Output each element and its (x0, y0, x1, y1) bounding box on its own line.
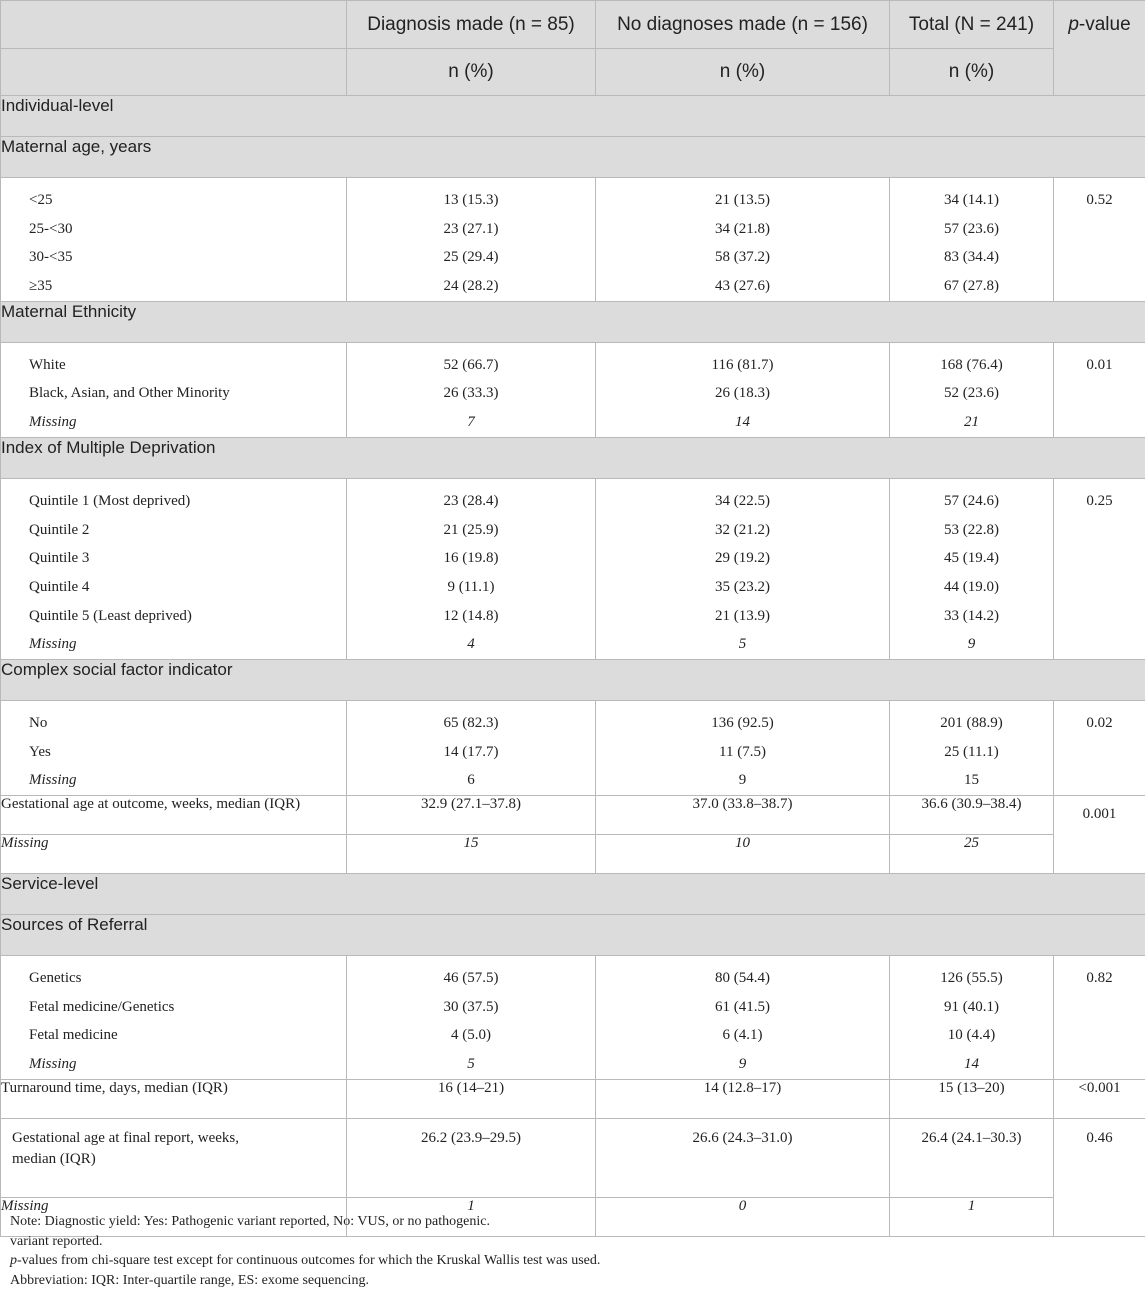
row-label-line: Gestational age at final report, weeks, (12, 1129, 239, 1146)
cell-value: 4 (467, 636, 475, 653)
row-label: 25-<30 (29, 220, 73, 237)
cell-value: 37.0 (33.8–38.7) (596, 796, 890, 835)
section-row (1, 659, 1145, 700)
cell-value: 5 (467, 1056, 475, 1073)
cell-value: 0 (596, 1197, 890, 1236)
cell-value: 53 (22.8) (944, 521, 999, 538)
cell-value: 45 (19.4) (944, 550, 999, 567)
subheader-total: n (%) (890, 49, 1054, 96)
social-p-value (1054, 700, 1145, 795)
cell-value: 57 (24.6) (944, 492, 999, 509)
ethnicity-no-diagnosis (596, 342, 890, 437)
cell-value: 43 (27.6) (715, 278, 770, 295)
social-block (1, 700, 1145, 795)
referral-labels (1, 956, 347, 1080)
imd-block (1, 478, 1145, 659)
cell-value: 9 (11.1) (447, 578, 495, 595)
table-notes (10, 1212, 600, 1290)
section-service-level: Service-level (1, 874, 1145, 915)
cell-value: 61 (41.5) (715, 998, 770, 1015)
row-label: Fetal medicine (29, 1027, 118, 1044)
cell-value: 34 (22.5) (715, 492, 770, 509)
row-label: Yes (29, 743, 51, 760)
gest-outcome-row (1, 796, 1145, 835)
cell-value: 26 (33.3) (443, 385, 499, 402)
ethnicity-diagnosis (347, 342, 596, 437)
section-index-of-multiple-deprivation: Index of Multiple Deprivation (1, 437, 1145, 478)
section-complex-social-factor: Complex social factor indicator (1, 659, 1145, 700)
imd-diagnosis (347, 478, 596, 659)
cell-value: 15 (13–20) (890, 1079, 1054, 1118)
gest-outcome-missing-row (1, 835, 1145, 874)
gest-outcome-p-value: 0.001 (1054, 796, 1145, 874)
cell-value: 35 (23.2) (715, 578, 770, 595)
section-row (1, 301, 1145, 342)
row-label: No (29, 714, 48, 731)
row-label-missing: Missing (1, 835, 347, 874)
note-line: variant reported. (10, 1233, 103, 1249)
cell-value: 30 (37.5) (443, 998, 499, 1015)
imd-labels (1, 478, 347, 659)
cell-value: 26 (18.3) (715, 385, 770, 402)
p-value: 0.01 (1086, 356, 1113, 373)
cell-value: 4 (5.0) (451, 1027, 491, 1044)
maternal-age-no-diagnosis (596, 178, 890, 302)
header-row (1, 1, 1145, 49)
gest-report-p-value: 0.46 (1054, 1118, 1145, 1236)
imd-no-diagnosis (596, 478, 890, 659)
section-sources-of-referral: Sources of Referral (1, 915, 1145, 956)
referral-total (890, 956, 1054, 1080)
cell-value: 34 (14.1) (944, 192, 999, 208)
cell-value: 13 (15.3) (443, 192, 499, 208)
row-label: Quintile 3 (29, 550, 90, 567)
cell-value: 6 (467, 772, 475, 789)
section-row (1, 437, 1145, 478)
col-header-diagnosis: Diagnosis made (n = 85) (347, 1, 596, 49)
row-label (1, 1118, 347, 1197)
row-label: Quintile 5 (Least deprived) (29, 607, 192, 624)
cell-value: 15 (964, 772, 979, 789)
maternal-age-total (890, 178, 1054, 302)
ethnicity-total (890, 342, 1054, 437)
cell-value: 34 (21.8) (715, 220, 770, 237)
note-line: p-values from chi-square test except for continuous outcomes for which the Kruskal Wallis test was used. (10, 1253, 601, 1268)
cell-value: 25 (29.4) (443, 249, 499, 266)
cell-value: 25 (11.1) (944, 743, 999, 760)
cell-value: 83 (34.4) (944, 249, 999, 266)
cell-value: 6 (4.1) (722, 1027, 763, 1044)
row-label-missing: Missing (29, 414, 77, 431)
row-label: Gestational age at outcome, weeks, median (IQR) (1, 796, 347, 835)
cell-value: 46 (57.5) (443, 970, 499, 986)
row-label-missing: Missing (29, 772, 77, 789)
section-row (1, 96, 1145, 137)
subheader-blank-cell (1, 49, 347, 96)
cell-value: 7 (467, 414, 475, 431)
cell-value: 26.4 (24.1–30.3) (890, 1118, 1054, 1197)
ethnicity-labels (1, 342, 347, 437)
turnaround-row (1, 1079, 1145, 1118)
row-label: Black, Asian, and Other Minority (29, 385, 230, 402)
cell-value: 25 (890, 835, 1054, 874)
imd-total (890, 478, 1054, 659)
p-value: 0.25 (1086, 492, 1113, 509)
p-value: 0.02 (1086, 714, 1113, 731)
row-label: White (29, 356, 66, 373)
row-label: ≥35 (29, 278, 53, 295)
cell-value: 26.2 (23.9–29.5) (347, 1118, 596, 1197)
social-total (890, 700, 1054, 795)
maternal-age-diagnosis (347, 178, 596, 302)
row-label-missing: Missing (29, 636, 77, 653)
cell-value: 80 (54.4) (715, 970, 770, 986)
row-label: Genetics (29, 970, 82, 986)
cell-value: 15 (347, 835, 596, 874)
cell-value: 9 (967, 636, 976, 653)
cell-value: 10 (4.4) (947, 1027, 996, 1044)
cell-value: 21 (964, 414, 979, 431)
header-blank-cell (1, 1, 347, 49)
imd-p-value (1054, 478, 1145, 659)
row-label: Quintile 2 (29, 521, 90, 538)
p-value: 0.52 (1086, 192, 1113, 208)
row-label: 30-<35 (29, 249, 73, 266)
cell-value: 21 (13.5) (715, 192, 770, 208)
cell-value: 1 (347, 1197, 596, 1236)
subheader-row (1, 49, 1145, 96)
section-row (1, 137, 1145, 178)
cell-value: 58 (37.2) (715, 249, 770, 266)
cell-value: 126 (55.5) (940, 970, 1003, 986)
row-label: Turnaround time, days, median (IQR) (1, 1079, 347, 1118)
social-no-diagnosis (596, 700, 890, 795)
cell-value: 14 (17.7) (443, 743, 499, 760)
cell-value: 16 (14–21) (347, 1079, 596, 1118)
maternal-age-labels (1, 178, 347, 302)
section-individual-level: Individual-level (1, 96, 1145, 137)
cell-value: 10 (596, 835, 890, 874)
cell-value: 14 (735, 414, 750, 431)
subheader-no-diagnosis: n (%) (596, 49, 890, 96)
cell-value: 52 (23.6) (944, 385, 999, 402)
turnaround-p-value: <0.001 (1054, 1079, 1145, 1118)
row-label-line: median (IQR) (12, 1150, 96, 1167)
cell-value: 24 (28.2) (443, 278, 499, 295)
maternal-age-block (1, 178, 1145, 302)
row-label-missing: Missing (1, 1197, 347, 1236)
cell-value: 67 (27.8) (944, 278, 999, 295)
cell-value: 32.9 (27.1–37.8) (347, 796, 596, 835)
cell-value: 9 (738, 772, 747, 789)
cell-value: 201 (88.9) (940, 714, 1003, 731)
cell-value: 26.6 (24.3–31.0) (596, 1118, 890, 1197)
cell-value: 21 (13.9) (715, 607, 770, 624)
cell-value: 16 (19.8) (443, 550, 499, 567)
cell-value: 14 (12.8–17) (596, 1079, 890, 1118)
cell-value: 1 (890, 1197, 1054, 1236)
cell-value: 33 (14.2) (944, 607, 999, 624)
col-header-p-value: p-value (1054, 1, 1145, 96)
cell-value: 5 (738, 636, 747, 653)
p-value: 0.82 (1086, 970, 1113, 986)
col-header-total: Total (N = 241) (890, 1, 1054, 49)
section-row (1, 915, 1145, 956)
cell-value: 23 (27.1) (443, 220, 499, 237)
note-line: Abbreviation: IQR: Inter-quartile range, ES: exome sequencing. (10, 1272, 369, 1288)
cell-value: 116 (81.7) (711, 356, 774, 373)
cell-value: 168 (76.4) (940, 356, 1003, 373)
cell-value: 9 (738, 1056, 747, 1073)
cell-value: 52 (66.7) (443, 356, 499, 373)
row-label: <25 (29, 192, 53, 208)
referral-no-diagnosis (596, 956, 890, 1080)
cell-value: 12 (14.8) (443, 607, 499, 624)
gest-report-row (1, 1118, 1145, 1197)
cell-value: 29 (19.2) (715, 550, 770, 567)
cell-value: 14 (964, 1056, 979, 1073)
social-diagnosis (347, 700, 596, 795)
row-label: Quintile 1 (Most deprived) (29, 492, 191, 509)
section-row (1, 874, 1145, 915)
cell-value: 91 (40.1) (944, 998, 999, 1015)
ethnicity-p-value (1054, 342, 1145, 437)
col-header-no-diagnosis: No diagnoses made (n = 156) (596, 1, 890, 49)
subheader-diagnosis: n (%) (347, 49, 596, 96)
cell-value: 44 (19.0) (944, 578, 999, 595)
social-labels (1, 700, 347, 795)
section-maternal-ethnicity: Maternal Ethnicity (1, 301, 1145, 342)
referral-p-value (1054, 956, 1145, 1080)
section-maternal-age: Maternal age, years (1, 137, 1145, 178)
cell-value: 57 (23.6) (944, 220, 999, 237)
referral-diagnosis (347, 956, 596, 1080)
cell-value: 136 (92.5) (711, 714, 774, 731)
row-label: Fetal medicine/Genetics (29, 998, 175, 1015)
cell-value: 32 (21.2) (715, 521, 770, 538)
cell-value: 65 (82.3) (443, 714, 499, 731)
cell-value: 11 (7.5) (719, 743, 766, 760)
row-label-missing: Missing (29, 1056, 77, 1073)
referral-block (1, 956, 1145, 1080)
maternal-age-p-value (1054, 178, 1145, 302)
cell-value: 21 (25.9) (443, 521, 499, 538)
cell-value: 36.6 (30.9–38.4) (890, 796, 1054, 835)
cell-value: 23 (28.4) (443, 492, 499, 509)
row-label: Quintile 4 (29, 578, 90, 595)
ethnicity-block (1, 342, 1145, 437)
note-line: Note: Diagnostic yield: Yes: Pathogenic variant reported, No: VUS, or no pathogenic. (10, 1214, 490, 1229)
